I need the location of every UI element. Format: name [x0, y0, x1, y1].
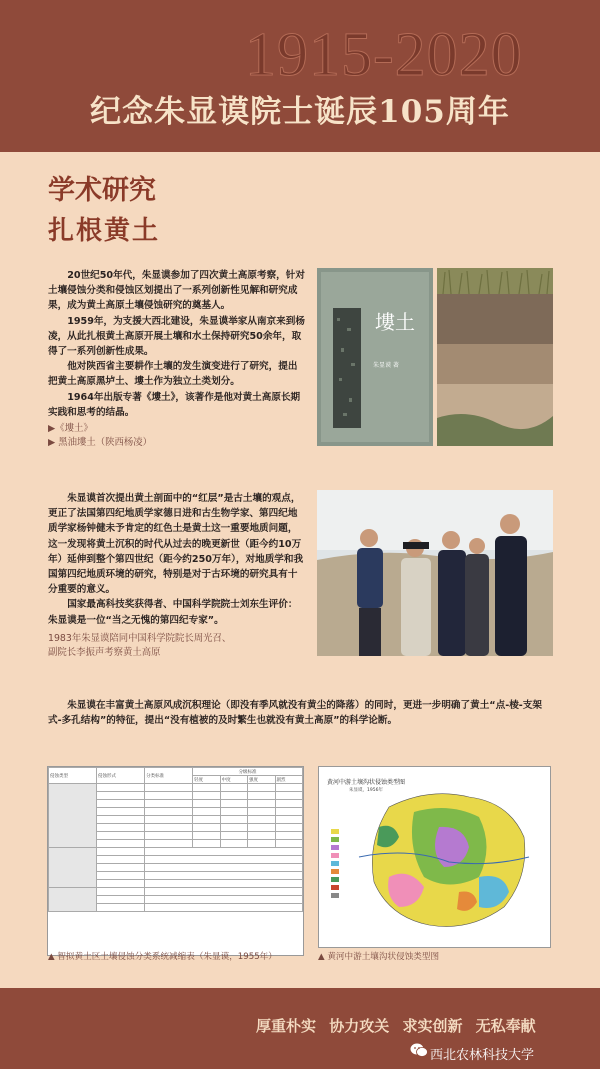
erosion-map — [318, 766, 551, 948]
table-header: 中度 — [220, 776, 247, 784]
table-header: 分类标准 — [145, 768, 193, 784]
table-row — [49, 784, 303, 792]
table-header: 轻度 — [193, 776, 220, 784]
caption-line: ▶ 黑油塿土（陕西杨凌） — [48, 437, 152, 448]
table-header: 侵蚀形式 — [97, 768, 145, 784]
caption-field-trip — [48, 632, 308, 660]
paragraph: 朱显谟首次提出黄土剖面中的“红层”是古土壤的观点，更正了法国第四纪地质学家德日进和古生物学家、第四纪地质学家杨钟健未予肯定的红色土是黄土这一重要地质问题，这一发现将黄土沉积的时代从过去的晚更新世（距今约10万年）延伸到整个第四世纪（距今约250万年），对地质学和我国第四纪地质环境的研究，特别是对于古环境的研究具有十分重要的意义。 — [48, 493, 304, 596]
wechat-icon — [410, 1042, 428, 1058]
table-row — [49, 888, 303, 896]
paragraph: 1964年出版专著《塿土》，该著作是他对黄土高原长期实践和思考的结晶。 — [48, 391, 301, 418]
table-header: 强度 — [248, 776, 275, 784]
caption-line: ▶《塿土》 — [48, 423, 93, 434]
caption-line: 副院长李振声考察黄土高原 — [48, 647, 161, 658]
soil-profile-photo — [437, 268, 553, 446]
paragraph: 国家最高科技奖获得者、中国科学院院士刘东生评价：朱显谟是一位“当之无愧的第四纪专家”。 — [48, 599, 298, 626]
map-note: 朱显谟，1956年 — [349, 788, 383, 793]
table-row — [49, 848, 303, 856]
section-subtitle: 扎根黄土 — [48, 216, 161, 246]
book-author: 朱显谟 著 — [373, 362, 399, 369]
table-header: 剧烈 — [275, 776, 303, 784]
table-header: 侵蚀类型 — [49, 768, 97, 784]
book-cover-photo — [317, 268, 433, 446]
intro-text — [48, 268, 306, 420]
caption-line: 1983年朱显谟陪同中国科学院院长周光召、 — [48, 633, 232, 644]
page-title: 纪念朱显谟院士诞辰105周年 — [90, 94, 510, 130]
field-trip-photo — [317, 490, 553, 656]
anniversary-years: 1915-2020 — [245, 21, 523, 89]
caption-book — [48, 422, 308, 450]
map-title: 黄河中游土壤沟状侵蚀类型图 — [327, 779, 406, 786]
caption-table: ▲ 智拟黄土区土壤侵蚀分类系统减缩表（朱显谟，1955年） — [48, 952, 277, 962]
caption-map: ▲ 黄河中游土壤沟状侵蚀类型图 — [318, 952, 440, 962]
paragraph: 1959年，为支援大西北建设，朱显谟举家从南京来到杨凌，从此扎根黄土高原开展土壤和水土保持研究50余年，取得了一系列创新性成果。 — [48, 315, 305, 358]
loess-theory-text — [48, 698, 553, 728]
university-name: 西北农林科技大学 — [430, 1048, 535, 1063]
paragraph: 20世纪50年代，朱显谟参加了四次黄土高原考察，针对土壤侵蚀分类和侵蚀区划提出了一系列创新性见解和研究成果，成为黄土高原土壤侵蚀研究的奠基人。 — [48, 270, 305, 312]
section-title: 学术研究 — [48, 175, 156, 206]
red-layer-text — [48, 491, 306, 628]
erosion-classification-table — [47, 766, 304, 956]
paragraph: 他对陕西省主要耕作土壤的发生演变进行了研究，提出把黄土高原黑垆土、塿土作为独立土类划分。 — [48, 361, 298, 388]
table-header: 分级标准 — [193, 768, 303, 776]
university-motto: 厚重朴实 协力攻关 求实创新 无私奉献 — [256, 1017, 536, 1035]
book-title: 塿土 — [375, 310, 415, 334]
paragraph: 朱显谟在丰富黄土高原风成沉积理论（即没有季风就没有黄尘的降落）的同时，更进一步明确了黄土“点-棱-支架式-多孔结构”的特征，提出“没有植被的及时繁生也就没有黄土高原”的科学论断。 — [48, 700, 542, 727]
